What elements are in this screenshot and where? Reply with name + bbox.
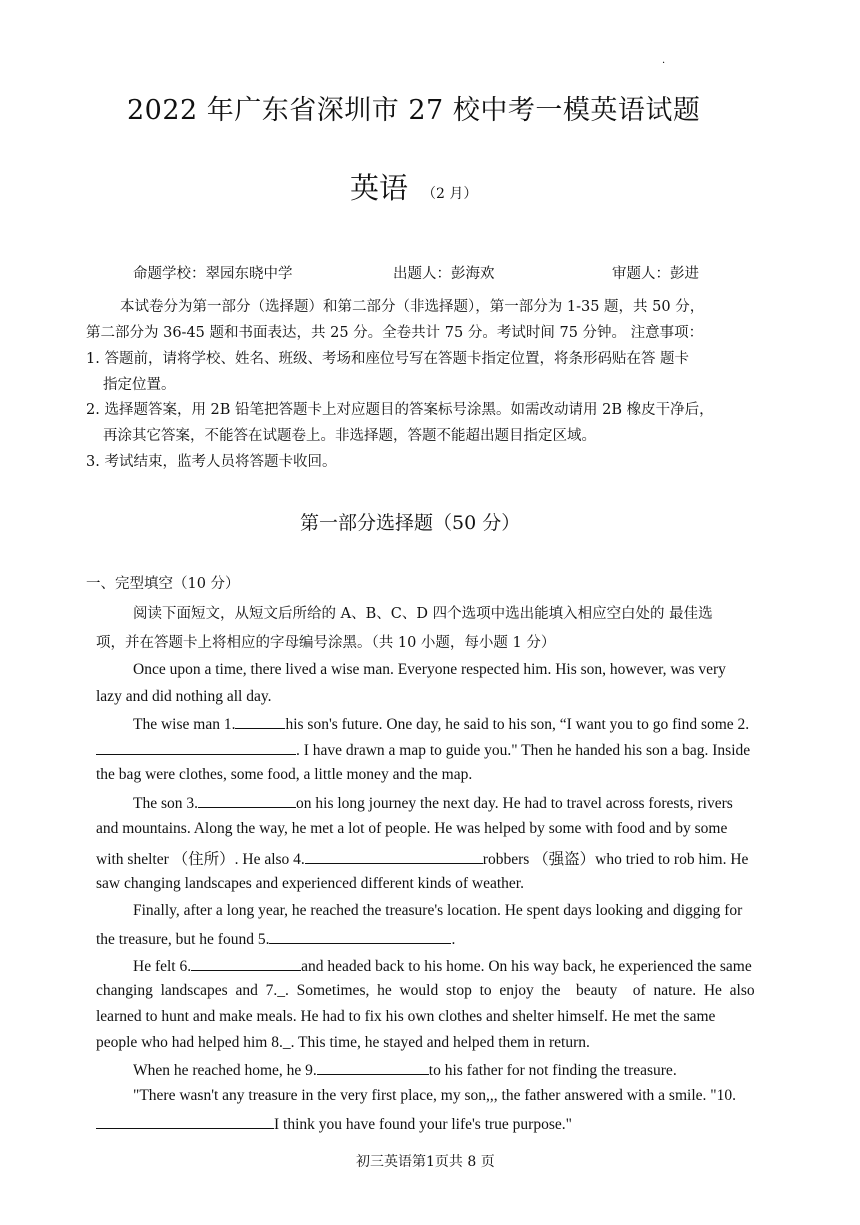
passage-p4a: Finally, after a long year, he reached the treasure's location. He spent days looking and digging for <box>133 902 743 919</box>
blank-9[interactable] <box>317 1060 429 1075</box>
passage-p1a: Once upon a time, there lived a wise man. Everyone respected him. His son, however, was very <box>133 661 726 678</box>
note-1a: 1. 答题前，请将学校、姓名、班级、考场和座位号写在答题卡指定位置，将条形码贴在答 题卡 <box>86 351 690 367</box>
instruction-line-1: 阅读下面短文，从短文后所给的 A、B、C、D 四个选项中选出能填入相应空白处的 最佳选 <box>133 606 713 622</box>
p6-text-2: to his father for not finding the treasure. <box>428 1062 677 1079</box>
school-label: 命题学校：翠园东晓中学 <box>133 266 293 282</box>
passage-p5c: learned to hunt and make meals. He had to fix his own clothes and shelter himself. He met the same <box>96 1008 716 1025</box>
blank-4[interactable] <box>305 849 483 864</box>
passage-p2c: the bag were clothes, some food, a little money and the map. <box>96 766 473 783</box>
subject-title <box>350 166 477 207</box>
corner-dot: · <box>662 58 666 69</box>
p4b-text-2: . <box>451 931 456 948</box>
p3c-text-1: with shelter （住所）. He also 4. <box>96 851 305 868</box>
p2a-text-1: The wise man 1. <box>133 716 236 733</box>
author-label: 出题人：彭海欢 <box>393 266 495 282</box>
p3a-text-2: on his long journey the next day. He had to travel across forests, rivers <box>296 795 733 812</box>
page-title: 2022 年广东省深圳市 27 校中考一模英语试题 <box>127 95 701 126</box>
passage-p5d: people who had helped him 8._. This time, he stayed and helped them in return. <box>96 1034 590 1051</box>
intro-line-1: 本试卷分为第一部分（选择题）和第二部分（非选择题），第一部分为 1-35 题，共 50 分， <box>120 299 705 315</box>
note-2b: 再涂其它答案，不能答在试题卷上。非选择题，答题不能超出题目指定区域。 <box>103 428 596 444</box>
note-1b: 指定位置。 <box>103 377 176 393</box>
blank-3[interactable] <box>198 793 296 808</box>
passage-p5a <box>133 956 752 976</box>
blank-5[interactable] <box>269 929 451 944</box>
passage-p3b: and mountains. Along the way, he met a lot of people. He was helped by some with food and by some <box>96 820 728 837</box>
blank-2[interactable] <box>96 740 296 755</box>
reviewer-label: 审题人：彭进 <box>612 266 699 282</box>
page-footer: 初三英语第1页共 8 页 <box>356 1154 495 1170</box>
p7b-text: I think you have found your life's true purpose." <box>274 1116 572 1133</box>
passage-p1b: lazy and did nothing all day. <box>96 688 272 705</box>
p6-text-1: When he reached home, he 9. <box>133 1062 317 1079</box>
section1-heading: 一、完型填空（10 分） <box>86 576 240 592</box>
passage-p3a <box>133 793 733 813</box>
p3c-text-2: robbers （强盗）who tried to rob him. He <box>482 851 749 868</box>
part1-heading: 第一部分选择题（50 分） <box>300 512 521 534</box>
passage-p5b: changing landscapes and 7._. Sometimes, he would stop to enjoy the beauty of nature. He also <box>96 982 755 999</box>
passage-p7b <box>96 1114 572 1134</box>
p3a-text-1: The son 3. <box>133 795 199 812</box>
blank-1[interactable] <box>235 714 285 729</box>
subject-month: （2 月） <box>422 186 478 202</box>
p4b-text-1: the treasure, but he found 5. <box>96 931 270 948</box>
note-3: 3. 考试结束，监考人员将答题卡收回。 <box>86 454 337 470</box>
instruction-line-2: 项，并在答题卡上将相应的字母编号涂黑。（共 10 小题，每小题 1 分） <box>96 635 556 651</box>
subject-name: 英语 <box>350 171 409 205</box>
passage-p2a <box>133 714 749 734</box>
p2b-text: . I have drawn a map to guide you." Then he handed his son a bag. Inside <box>296 742 751 759</box>
passage-p3c <box>96 847 748 869</box>
passage-p4b <box>96 929 455 949</box>
p5a-text-1: He felt 6. <box>133 958 192 975</box>
passage-p2b <box>96 740 750 760</box>
passage-p3d: saw changing landscapes and experienced different kinds of weather. <box>96 875 524 892</box>
intro-line-2: 第二部分为 36-45 题和书面表达，共 25 分。全卷共计 75 分。考试时间 75 分钟。 注意事项： <box>86 325 704 341</box>
note-2a: 2. 选择题答案，用 2B 铅笔把答题卡上对应题目的答案标号涂黑。如需改动请用 2B 橡皮干净后， <box>86 402 714 418</box>
passage-p6 <box>133 1060 677 1080</box>
passage-p7a: "There wasn't any treasure in the very first place, my son,,, the father answered with a smile. "10. <box>133 1087 736 1104</box>
p2a-text-2: his son's future. One day, he said to his son, “I want you to go find some 2. <box>285 716 750 733</box>
blank-6[interactable] <box>191 956 301 971</box>
p5a-text-2: and headed back to his home. On his way back, he experienced the same <box>301 958 752 975</box>
blank-10[interactable] <box>96 1114 274 1129</box>
